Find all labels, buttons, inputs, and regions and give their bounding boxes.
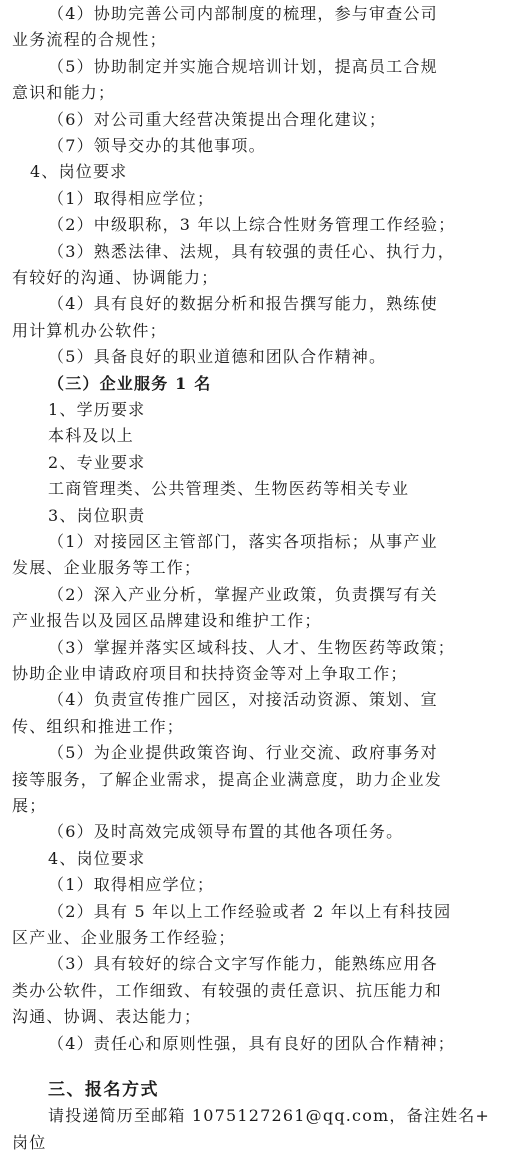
text-line: （7）领导交办的其他事项。 <box>48 136 266 155</box>
text-line: （3）具有较好的综合文字写作能力，能熟练应用各 <box>48 954 438 973</box>
text-line: （1）对接园区主管部门，落实各项指标；从事产业 <box>48 532 438 551</box>
text-line: 传、组织和推进工作； <box>12 717 185 736</box>
text-line: 沟通、协调、表达能力； <box>12 1007 202 1026</box>
text-line: 类办公软件，工作细致、有较强的责任意识、抗压能力和 <box>12 981 443 1000</box>
text-line: 接等服务，了解企业需求，提高企业满意度，助力企业发 <box>12 770 443 789</box>
text-line: （5）为企业提供政策咨询、行业交流、政府事务对 <box>48 743 438 762</box>
section-heading: 3、岗位职责 <box>48 506 146 525</box>
text-line: 协助企业申请政府项目和扶持资金等对上争取工作； <box>12 664 408 683</box>
text-line: 有较好的沟通、协调能力； <box>12 268 219 287</box>
text-line: （4）责任心和原则性强，具有良好的团队合作精神； <box>48 1034 455 1053</box>
text-line: 请投递简历至邮箱 1075127261@qq.com，备注姓名+ <box>48 1106 491 1125</box>
text-line: （5）协助制定并实施合规培训计划，提高员工合规 <box>48 57 438 76</box>
section-heading: 4、岗位要求 <box>30 162 128 181</box>
text-line: （6）对公司重大经营决策提出合理化建议； <box>48 110 387 129</box>
subsection-heading: （三）企业服务 1 名 <box>48 374 212 393</box>
text-line: 发展、企业服务等工作； <box>12 558 202 577</box>
text-line: （4）负责宣传推广园区，对接活动资源、策划、宣 <box>48 690 438 709</box>
text-line: （2）具有 5 年以上工作经验或者 2 年以上有科技园 <box>48 902 452 921</box>
text-line: 区产业、企业服务工作经验； <box>12 928 236 947</box>
text-line: （2）深入产业分析，掌握产业政策，负责撰写有关 <box>48 585 438 604</box>
section-title: 三、报名方式 <box>48 1080 159 1100</box>
text-line: 业务流程的合规性； <box>12 30 167 49</box>
text-line: 展； <box>12 796 47 815</box>
text-line: （3）熟悉法律、法规，具有较强的责任心、执行力， <box>48 242 455 261</box>
text-line: 工商管理类、公共管理类、生物医药等相关专业 <box>48 479 410 498</box>
section-heading: 4、岗位要求 <box>48 849 146 868</box>
section-heading: 2、专业要求 <box>48 453 146 472</box>
section-heading: 1、学历要求 <box>48 400 146 419</box>
text-line: （4）具有良好的数据分析和报告撰写能力，熟练使 <box>48 294 438 313</box>
text-line: （2）中级职称，3 年以上综合性财务管理工作经验； <box>48 215 456 234</box>
text-line: 意识和能力； <box>12 83 116 102</box>
text-line: （5）具备良好的职业道德和团队合作精神。 <box>48 347 387 366</box>
text-line: （1）取得相应学位； <box>48 189 215 208</box>
text-line: （1）取得相应学位； <box>48 875 215 894</box>
text-line: （4）协助完善公司内部制度的梳理，参与审查公司 <box>48 4 438 23</box>
text-line: （6）及时高效完成领导布置的其他各项任务。 <box>48 822 404 841</box>
text-line: （3）掌握并落实区域科技、人才、生物医药等政策； <box>48 638 455 657</box>
text-line: 用计算机办公软件； <box>12 321 167 340</box>
text-line: 本科及以上 <box>48 426 135 445</box>
text-line: 岗位 <box>12 1133 47 1152</box>
text-line: 产业报告以及园区品牌建设和维护工作； <box>12 611 322 630</box>
